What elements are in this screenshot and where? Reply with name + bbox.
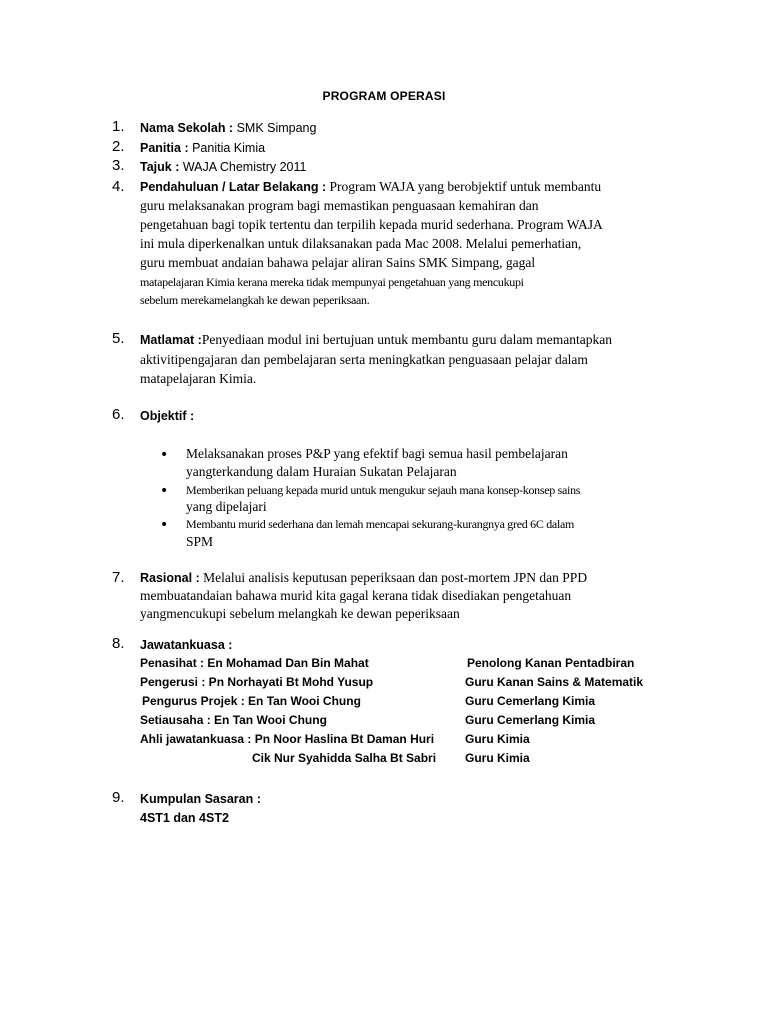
- committee-pengurus-projek: Pengurus Projek : En Tan Wooi Chung: [142, 694, 361, 708]
- item-4-line-3: ini mula diperkenalkan untuk dilaksanakan pada Mac 2008. Melalui pemerhatian,: [140, 236, 582, 251]
- objective-3-line-1: SPM: [186, 534, 214, 549]
- item-9-value: 4ST1 dan 4ST2: [140, 811, 229, 825]
- item-number-2: 2.: [112, 138, 125, 155]
- item-9-kumpulan-sasaran: [140, 790, 261, 808]
- item-number-9: 9.: [112, 789, 125, 806]
- committee-pengurus-projek-role: Guru Cemerlang Kimia: [465, 694, 596, 708]
- objective-2-line-0: Memberikan peluang kepada murid untuk mengukur sejauh mana konsep-konsep sains: [186, 483, 581, 497]
- item-8-jawatankuasa: [140, 636, 232, 654]
- item-number-3: 3.: [112, 157, 125, 174]
- committee-pengerusi-role: Guru Kanan Sains & Matematik: [465, 675, 644, 689]
- objective-1-line-1: yangterkandung dalam Huraian Sukatan Pelajaran: [186, 464, 457, 479]
- item-4-line-2: pengetahuan bagi topik tertentu dan terpilih kepada murid sederhana. Program WAJA: [140, 217, 603, 232]
- bullet-icon: •: [160, 517, 169, 533]
- item-1-nama-sekolah: [140, 119, 316, 137]
- item-5-line-2: matapelajaran Kimia.: [140, 371, 257, 386]
- objective-3-line-0: Membantu murid sederhana dan lemah mencapai sekurang-kurangnya gred 6C dalam: [186, 517, 575, 531]
- item-4-line-5: matapelajaran Kimia kerana mereka tidak mempunyai pengetahuan yang mencukupi: [140, 275, 524, 289]
- item-2-panitia: [140, 139, 265, 157]
- item-4-line-6: sebelum merekamelangkah ke dewan peperiksaan.: [140, 293, 370, 307]
- item-4-pendahuluan: [140, 178, 601, 196]
- item-7-label: Rasional :: [140, 571, 200, 585]
- objective-1-line-0: Melaksanakan proses P&P yang efektif bagi semua hasil pembelajaran: [186, 446, 568, 461]
- item-1-label: Nama Sekolah :: [140, 121, 234, 135]
- item-7-rasional: [140, 569, 587, 587]
- item-number-6: 6.: [112, 406, 125, 423]
- item-5-matlamat: [140, 331, 612, 349]
- item-number-1: 1.: [112, 118, 125, 135]
- item-7-line-0: Melalui analisis keputusan peperiksaan dan post-mortem JPN dan PPD: [199, 570, 588, 585]
- item-8-label: Jawatankuasa :: [140, 638, 233, 652]
- item-number-8: 8.: [112, 635, 125, 652]
- item-6-label: Objektif :: [140, 409, 195, 423]
- item-5-label: Matlamat :: [140, 333, 202, 347]
- item-number-5: 5.: [112, 330, 125, 347]
- item-4-line-4: guru membuat andaian bahawa pelajar aliran Sains SMK Simpang, gagal: [140, 255, 536, 270]
- committee-ahli-2: Cik Nur Syahidda Salha Bt Sabri: [252, 751, 437, 765]
- committee-ahli-2-role: Guru Kimia: [465, 751, 530, 765]
- item-9-label: Kumpulan Sasaran :: [140, 792, 261, 806]
- item-number-4: 4.: [112, 178, 125, 195]
- objective-2-line-1: yang dipelajari: [186, 499, 267, 514]
- committee-ahli-jawatankuasa-role: Guru Kimia: [465, 732, 530, 746]
- item-7-line-2: yangmencukupi sebelum melangkah ke dewan peperiksaan: [140, 606, 460, 621]
- item-3-tajuk: [140, 158, 306, 176]
- item-4-label: Pendahuluan / Latar Belakang :: [140, 180, 327, 194]
- bullet-icon: •: [160, 483, 169, 499]
- item-2-label: Panitia :: [140, 141, 189, 155]
- item-3-label: Tajuk :: [140, 160, 180, 174]
- committee-penasihat: Penasihat : En Mohamad Dan Bin Mahat: [140, 656, 369, 670]
- item-6-objektif: [140, 407, 194, 425]
- committee-ahli-jawatankuasa: Ahli jawatankuasa : Pn Noor Haslina Bt Daman Huri: [140, 732, 435, 746]
- committee-setiausaha-role: Guru Cemerlang Kimia: [465, 713, 596, 727]
- item-5-line-1: aktivitipengajaran dan pembelajaran serta meningkatkan penguasaan pelajar dalam: [140, 352, 588, 367]
- item-3-value: WAJA Chemistry 2011: [179, 160, 307, 174]
- item-5-line-0: Penyediaan modul ini bertujuan untuk membantu guru dalam memantapkan: [201, 332, 612, 347]
- document-title: PROGRAM OPERASI: [322, 89, 446, 103]
- committee-setiausaha: Setiausaha : En Tan Wooi Chung: [140, 713, 327, 727]
- committee-penasihat-role: Penolong Kanan Pentadbiran: [467, 656, 635, 670]
- committee-pengerusi: Pengerusi : Pn Norhayati Bt Mohd Yusup: [140, 675, 374, 689]
- bullet-icon: •: [160, 447, 169, 463]
- item-4-line-0: Program WAJA yang berobjektif untuk membantu: [326, 179, 602, 194]
- item-number-7: 7.: [112, 569, 125, 586]
- item-4-line-1: guru melaksanakan program bagi memastikan penguasaan kemahiran dan: [140, 198, 539, 213]
- item-2-value: Panitia Kimia: [188, 141, 266, 155]
- item-1-value: SMK Simpang: [233, 121, 317, 135]
- item-7-line-1: membuatandaian bahawa murid kita gagal kerana tidak disediakan pengetahuan: [140, 588, 572, 603]
